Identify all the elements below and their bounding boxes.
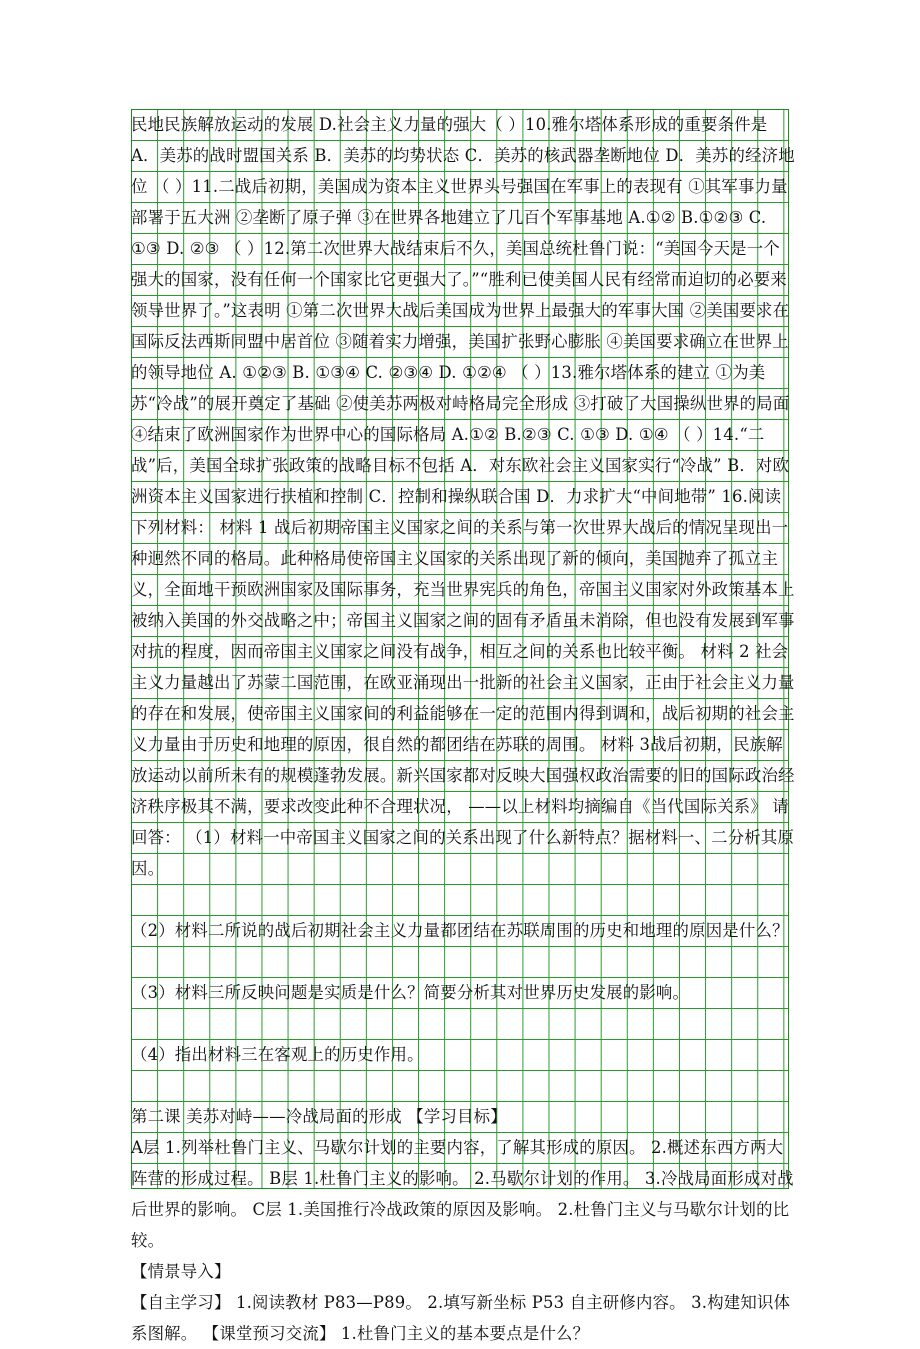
- lesson-title: 第二课 美苏对峙——冷战局面的形成 【学习目标】: [131, 1107, 507, 1126]
- learning-objectives: A层 1.列举杜鲁门主义、马歇尔计划的主要内容，了解其形成的原因。 2.概述东西方两大阵营的形成过程。 B层 1.杜鲁门主义的影响。 2.马歇尔计划的作用。 3.冷战局面形成对战后世界的影响。 C层 1.美国推行冷战政策的原因及影响。 2.杜鲁门主义与马歇尔计划的比较。: [131, 1138, 794, 1250]
- self-study-section: 【自主学习】 1.阅读教材 P83—P89。 2.填写新坐标 P53 自主研修内容。 3.构建知识体系图解。 【课堂预习交流】 1.杜鲁门主义的基本要点是什么？: [131, 1293, 791, 1343]
- question-16-part-4: （4）指出材料三在客观上的历史作用。: [131, 1045, 424, 1064]
- answer-space: [131, 1008, 795, 1039]
- document-body: [131, 109, 795, 1349]
- answer-space: [131, 1070, 795, 1101]
- answer-space: [131, 884, 795, 915]
- question-block-10-16: 民地民族解放运动的发展 D.社会主义力量的强大（ ）10.雅尔塔体系形成的重要条件是 A．美苏的战时盟国关系 B．美苏的均势状态 C．美苏的核武器垄断地位 D．美苏的经济地位 （ ）11.二战后初期，美国成为资本主义世界头号强国在军事上的表现有 ①其军事力量部署于五大洲 ②垄断了原子弹 ③在世界各地建立了几百个军事基地 A.①② B.①②③ C. ①③ D. ②③ （ ）12.第二次世界大战结束后不久，美国总统杜鲁门说：“美国今天是一个强大的国家，没有任何一个国家比它更强大了。”“胜利已使美国人民有经常而迫切的必要来领导世界了。”这表明 ①第二次世界大战后美国成为世界上最强大的军事大国 ②美国要求在国际反法西斯同盟中居首位 ③随着实力增强，美国扩张野心膨胀 ④美国要求确立在世界上的领导地位 A. ①②③ B. ①③④ C. ②③④ D. ①②④ （ ）13.雅尔塔体系的建立 ①为美苏“冷战”的展开奠定了基础 ②使美苏两极对峙格局完全形成 ③打破了大国操纵世界的局面 ④结束了欧洲国家作为世界中心的国际格局 A.①② B.②③ C. ①③ D. ①④ （ ）14.“二战”后，美国全球扩张政策的战略目标不包括 A．对东欧社会主义国家实行“冷战” B．对欧洲资本主义国家进行扶植和控制 C．控制和操纵联合国 D．力求扩大“中间地带” 16.阅读下列材料： 材料 1 战后初期帝国主义国家之间的关系与第一次世界大战后的情况呈现出一种迥然不同的格局。此种格局使帝国主义国家的关系出现了新的倾向，美国抛弃了孤立主义，全面地干预欧洲国家及国际事务，充当世界宪兵的角色，帝国主义国家对外政策基本上被纳入美国的外交战略之中；帝国主义国家之间的固有矛盾虽未消除，但也没有发展到军事对抗的程度，因而帝国主义国家之间没有战争，相互之间的关系也比较平衡。 材料 2 社会主义力量越出了苏蒙二国范围，在欧亚涌现出一批新的社会主义国家，正由于社会主义力量的存在和发展，使帝国主义国家间的利益能够在一定的范围内得到调和，战后初期的社会主义力量由于历史和地理的原因，很自然的都团结在苏联的周围。 材料 3战后初期，民族解放运动以前所未有的规模蓬勃发展。新兴国家都对反映大国强权政治需要的旧的国际政治经济秩序极其不满，要求改变此种不合理状况， ——以上材料均摘编自《当代国际关系》 请回答： （1）材料一中帝国主义国家之间的关系出现了什么新特点？据材料一、二分析其原因。: [131, 115, 795, 878]
- answer-space: [131, 946, 795, 977]
- question-16-part-3: （3）材料三所反映问题是实质是什么？简要分析其对世界历史发展的影响。: [131, 983, 690, 1002]
- question-16-part-2: （2）材料二所说的战后初期社会主义力量都团结在苏联周围的历史和地理的原因是什么？: [131, 921, 789, 940]
- scenario-intro-heading: 【情景导入】: [131, 1262, 231, 1281]
